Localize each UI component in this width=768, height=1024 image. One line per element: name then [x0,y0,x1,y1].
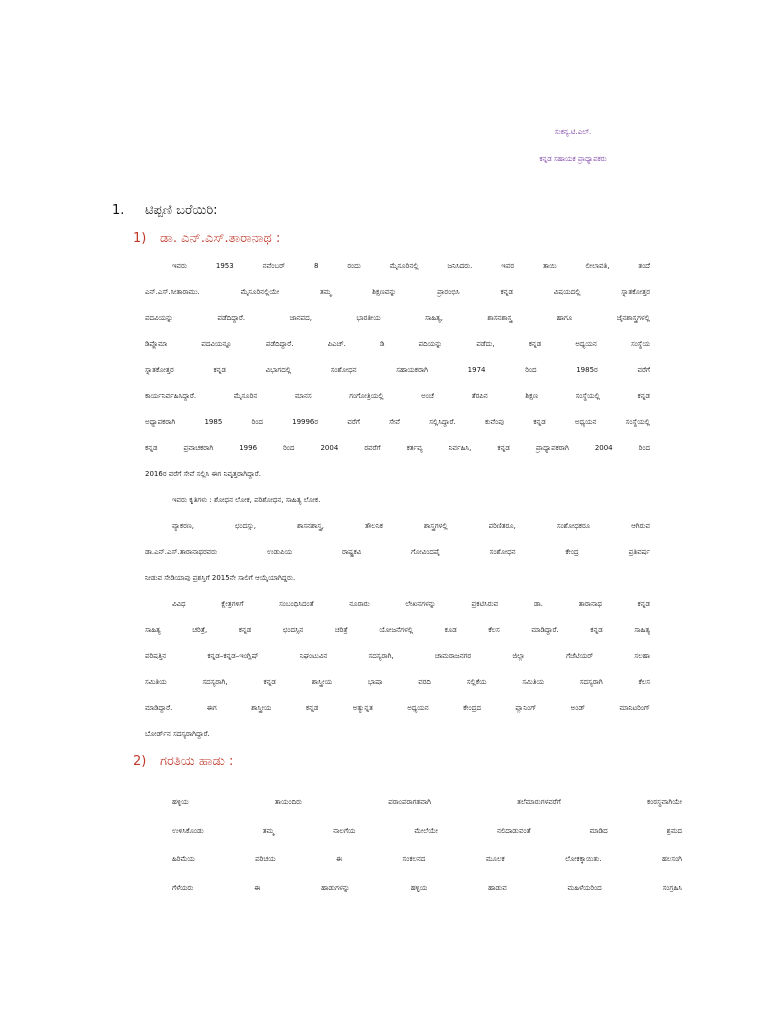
text-line: ವಿವಿಧ ಕ್ಷೇತ್ರಗಳಿಗೆ ಸಂಬಂಧಿಸಿದಂತೆ ನೂರಾರು ಲೇಖನಗಳನ್ನು ಪ್ರಕಟಿಸಿರುವ ಡಾ. ತಾರಾನಾಥ ಕನ್ನಡ [172,600,650,608]
text-line: ಉಳಿಸಿಕೊಂಡು ತಮ್ಮ ನಾಲಗೆಯ ಮೇಲೆಯೇ ನಲಿದಾಡುವಂತೆ ಮಾಡಿದ ಶ್ರಮದ [172,826,682,835]
question-title: ಟಿಪ್ಪಣಿ ಬರೆಯಿರಿ: [145,203,218,218]
author-name: ಸುಕನ್ಯ.ಟಿ.ಎಲ್. [554,128,592,136]
text-line: ವ್ಯಾಕರಣ, ಛಂದಸ್ಸು, ಶಾಸನಶಾಸ್ತ್ರ, ತೌಲನಿಕ ಶಾಸ್ತ್ರಗಳಲ್ಲಿ ಪರಿಣಿತರೂ, ಸಂಶೋಧಕರೂ ಆಗಿರುವ [172,522,650,530]
text-line: ಗೆಳೆಯರು ಈ ಹಾಡುಗಳನ್ನು ಹಳ್ಳಿಯ ಹಾಡುವ ಮಹಿಳೆಯರಿಂದ ಸಂಗ್ರಹಿಸಿ [172,883,682,892]
section-number: 2) [133,754,147,769]
text-line: ಕನ್ನಡ ಪ್ರವಾಚಕರಾಗಿ 1996 ರಿಂದ 2004 ರವರೆಗೆ ಕರ್ತವ್ಯ ನಿರ್ವಹಿಸಿ, ಕನ್ನಡ ಪ್ರಾಧ್ಯಾಪಕರಾಗಿ 2004 ರಿಂದ [145,444,650,452]
question-heading [112,199,652,223]
text-line: ಇವರು 1953 ನವೆಂಬರ್ 8 ರಂದು ಮೈಸೂರಿನಲ್ಲಿ ಜನಿಸಿದರು. ಇವರ ತಾಯಿ ಲೀಲಾವತಿ, ತಂದೆ [172,262,650,270]
section-body-2 [172,788,682,902]
text-line: ಕಾರ್ಯನಿರ್ವಹಿಸಿದ್ದಾರೆ. ಮೈಸೂರಿನ ಮಾನಸ ಗಂಗೋತ್ರಿಯಲ್ಲಿ ಅಂಚೆ ತೆರಪಿನ ಶಿಕ್ಷಣ ಸಂಸ್ಥೆಯಲ್ಲಿ ಕನ್ನಡ [145,392,650,400]
section-title: ಗರತಿಯ ಹಾಡು : [160,754,234,769]
text-line: ಸ್ನಾತಕೋತ್ತರ ಕನ್ನಡ ವಿಭಾಗದಲ್ಲಿ ಸಂಶೋಧನ ಸಹಾಯಕರಾಗಿ 1974 ರಿಂದ 1985ರ ವರೆಗೆ [145,366,650,374]
paragraph-award [145,513,650,591]
text-line: ಹಿರಿಮೆಯ ಪರಿಚಯ ಈ ಸಂಕಲನದ ಮೂಲಕ ಲೋಕಕ್ಕಾಯಿತು. ಹಲಸಂಗಿ [172,855,682,863]
paragraph-garatiya-haadu [172,788,682,902]
paragraph-contributions [145,591,650,747]
section-number: 1) [133,231,147,246]
text-line: ಎನ್.ಎಸ್.ಸೀತಾರಾಮು. ಮೈಸೂರಿನಲ್ಲಿಯೇ ತಮ್ಮ ಶಿಕ್ಷಣವನ್ನು ಪ್ರಾರಂಭಿಸಿ ಕನ್ನಡ ವಿಷಯದಲ್ಲಿ ಸ್ನಾತಕೋತ್ತರ [145,288,650,296]
section-title: ಡಾ. ಎನ್.ಎಸ್.ತಾರಾನಾಥ : [160,231,281,246]
text-line: ಪರಿಷತ್ತಿನ ಕನ್ನಡ–ಕನ್ನಡ–ಇಂಗ್ಲಿಷ್ ನಿಘಂಟುವಿನ ಸದಸ್ಯರಾಗಿ, ಚಾಮರಾಜನಗರ ಜಿಲ್ಲಾ ಗೆಜೆಟಿಯರ್ ಸಲಹಾ [145,652,650,660]
section-body-1 [145,253,650,747]
author-block [468,119,678,173]
text-line: ಸಮಿತಿಯ ಸದಸ್ಯರಾಗಿ, ಕನ್ನಡ ಶಾಸ್ತ್ರೀಯ ಭಾಷಾ ವರದಿ ಸಲ್ಲಿಕೆಯ ಸಮಿತಿಯ ಸದಸ್ಯರಾಗಿ ಕೆಲಸ [145,678,650,686]
text-line: 2016ರ ವರೆಗೆ ಸೇವೆ ಸಲ್ಲಿಸಿ ಈಗ ನಿವೃತ್ತರಾಗಿದ್ದಾರೆ. [145,470,261,478]
text-line: ಮಾಡಿದ್ದಾರೆ. ಈಗ ಶಾಸ್ತ್ರೀಯ ಕನ್ನಡ ಅತ್ಯುನ್ನತ ಅಧ್ಯಯನ ಕೇಂದ್ರದ ಪ್ಲಾನಿಂಗ್ ಅಂಡ್ ಮಾನಿಟರಿಂಗ್ [145,704,650,712]
text-line: ಸಾಹಿತ್ಯ ಚರಿತ್ರೆ, ಕನ್ನಡ ಛಂದಸ್ಸಿನ ಚರಿತ್ರೆ ಯೋಜನೆಗಳಲ್ಲಿ ಕೂಡ ಕೆಲಸ ಮಾಡಿದ್ದಾರೆ. ಕನ್ನಡ ಸಾಹಿತ್ಯ [145,626,650,634]
text-line: ಡಿಪ್ಲೊಮಾ ಪದವಿಯನ್ನೂ ಪಡೆದಿದ್ದಾರೆ. ಪಿಎಚ್. ಡಿ ಪದಿಯನ್ನು ಪಡೆದು, ಕನ್ನಡ ಅಧ್ಯಯನ ಸಂಸ್ಥೆಯ [145,340,650,348]
paragraph-biography [145,253,650,487]
text-line: ಅಧ್ಯಾಪಕರಾಗಿ 1985 ರಿಂದ 19996ರ ವರೆಗೆ ಸೇವೆ ಸಲ್ಲಿಸಿದ್ದಾರೆ. ಕುವೆಂಪು ಕನ್ನಡ ಅಧ್ಯಯನ ಸಂಸ್ಥೆಯಲ್ಲಿ [145,418,650,426]
text-line: ಪದವಿಯನ್ನು ಪಡೆದಿದ್ದಾರೆ. ಜಾನಪದ, ಭಾರತೀಯ ಸಾಹಿತ್ಯ, ಶಾಸನಶಾಸ್ತ್ರ ಹಾಗೂ ಜೈನಶಾಸ್ತ್ರಗಳಲ್ಲಿ [145,314,650,322]
text-line: ಡಾ.ಎನ್.ಎಸ್.ತಾರಾನಾಥರವರು ಉಡುಪಿಯ ರಾಷ್ಟ್ರಕವಿ ಗೋವಿಂದಪೈ ಸಂಶೋಧನ ಕೇಂದ್ರ ಪ್ರತಿವರ್ಷ [145,548,650,556]
paragraph-works [145,487,650,513]
text-line: ಹಳ್ಳಿಯ ತಾಯಂದಿರು ಪರಾಂಪರಾಗತವಾಗಿ ತಲೆಮಾರುಗಳವರೆಗೆ ಕಂಠಸ್ಥವಾಗಿಯೇ [172,798,682,806]
text-line: ಬೋರ್ಡ್‌ನ ಸದಸ್ಯರಾಗಿದ್ದಾರೆ. [145,730,210,738]
author-designation: ಕನ್ನಡ ಸಹಾಯಕ ಪ್ರಾಧ್ಯಾಪಕರು [539,155,607,163]
section-heading-2 [133,750,653,774]
question-number: 1. [112,203,125,218]
text-line: ನೀಡುವ ಸೇಡಿಯಾಪು ಪ್ರಶಸ್ತಿಗೆ 2015ನೇ ಸಾಲಿಗೆ ಆಯ್ಕೆಯಾಗಿದ್ದರು. [145,574,296,582]
section-heading-1 [133,227,653,251]
text-line: ಇವರು ಕೃತಿಗಳು : ಶೋಧನ ಲೋಕ, ಪರಿಶೋಧನ, ಸಾಹಿತ್ಯ ಲೋಕ. [172,496,321,504]
